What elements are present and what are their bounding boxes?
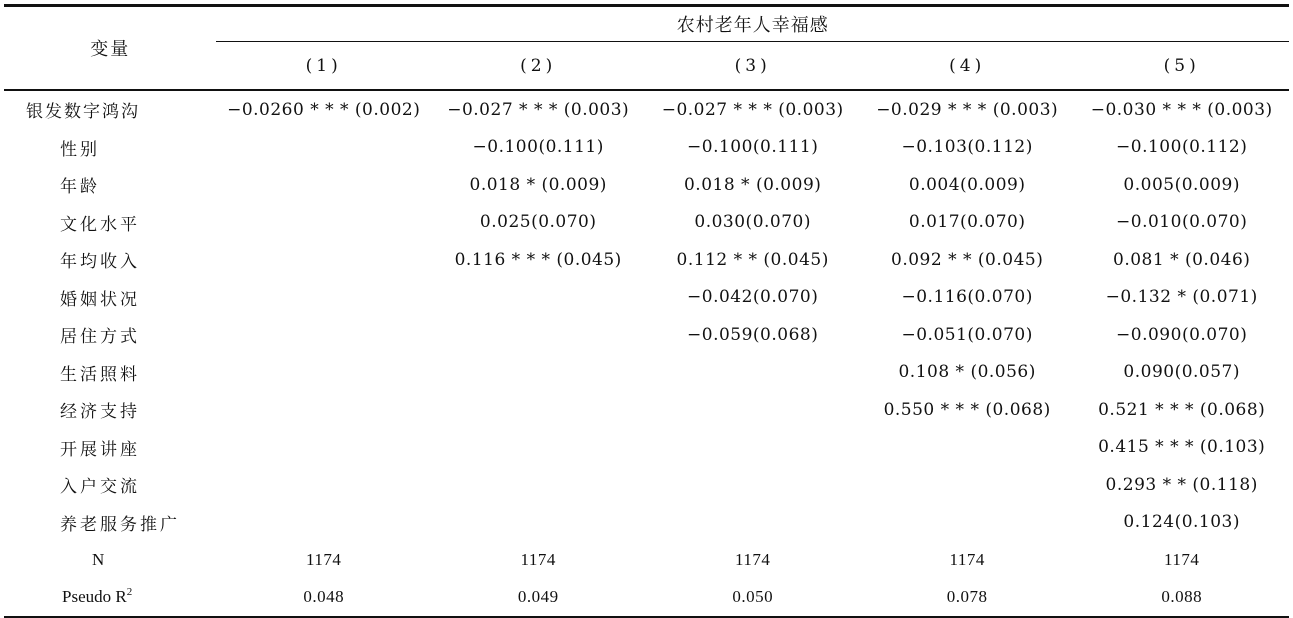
row-label: 年均收入 [60, 252, 140, 273]
table-cell [216, 279, 430, 317]
regression-table [4, 4, 1289, 618]
table-cell: −0.100(0.111) [687, 137, 819, 158]
table-cell: 0.415 * * * (0.103) [1098, 437, 1266, 458]
table-cell [216, 429, 430, 467]
table-cell [216, 466, 430, 504]
table-cell: 0.005(0.009) [1123, 174, 1241, 195]
table-cell: 0.030(0.070) [694, 212, 811, 233]
table-row [4, 166, 1289, 204]
table-cell: −0.027 * * * (0.003) [447, 99, 630, 120]
row-label: 性别 [60, 139, 100, 160]
table-cell: −0.0260 * * * (0.002) [227, 99, 421, 120]
table-cell [431, 466, 645, 504]
stat-label-n: N [92, 549, 105, 569]
table-row [4, 279, 1289, 317]
table-row [4, 316, 1289, 354]
table-cell [216, 354, 430, 392]
table-cell [645, 504, 859, 542]
stat-cell: 1174 [306, 549, 342, 569]
row-label: 生活照料 [60, 364, 140, 385]
stat-cell: 0.050 [645, 579, 859, 618]
stat-cell: 0.078 [860, 579, 1074, 618]
table-cell [645, 429, 859, 467]
table-cell: −0.030 * * * (0.003) [1090, 99, 1273, 120]
stat-cell: 0.049 [431, 579, 645, 618]
table-row [4, 504, 1289, 542]
row-label: 居住方式 [60, 327, 140, 348]
table-cell [431, 429, 645, 467]
table-cell: −0.051(0.070) [901, 324, 1033, 345]
dependent-variable-header: 农村老年人幸福感 [216, 6, 1289, 42]
table-cell: 0.004(0.009) [908, 174, 1026, 195]
table-row [4, 241, 1289, 279]
row-label: 银发数字鸿沟 [26, 102, 140, 123]
table-cell [860, 429, 1074, 467]
table-cell [645, 391, 859, 429]
table-cell [216, 504, 430, 542]
stat-cell: 0.048 [216, 579, 430, 618]
table-body [4, 90, 1289, 617]
table-cell: 0.017(0.070) [908, 212, 1026, 233]
table-row [4, 354, 1289, 392]
table-cell [216, 241, 430, 279]
table-cell: 0.018 * (0.009) [469, 174, 607, 195]
table-cell: −0.116(0.070) [901, 287, 1033, 308]
table-cell: −0.100(0.112) [1116, 137, 1248, 158]
table-cell: −0.090(0.070) [1116, 324, 1248, 345]
stat-cell: 1174 [1164, 549, 1200, 569]
stat-row-pseudo-r2 [4, 579, 1289, 618]
table-row [4, 466, 1289, 504]
table-row [4, 90, 1289, 129]
model-header-3: (3) [645, 42, 859, 90]
stat-cell: 1174 [520, 549, 556, 569]
pseudo-r-text: Pseudo R [62, 587, 127, 607]
table-header [4, 6, 1289, 91]
row-label: 入户交流 [60, 477, 140, 498]
model-header-2: (2) [431, 42, 645, 90]
header-row-top [4, 6, 1289, 42]
table-cell: −0.059(0.068) [687, 324, 819, 345]
row-label: 年龄 [60, 177, 100, 198]
model-header-1: (1) [216, 42, 430, 90]
table-cell: −0.132 * (0.071) [1105, 287, 1258, 308]
table-cell: −0.042(0.070) [687, 287, 819, 308]
regression-table-container [4, 0, 1289, 618]
row-label: 经济支持 [60, 402, 140, 423]
table-cell: 0.293 * * (0.118) [1105, 474, 1258, 495]
table-cell: −0.029 * * * (0.003) [876, 99, 1059, 120]
table-cell [860, 466, 1074, 504]
table-cell [860, 504, 1074, 542]
table-cell: −0.100(0.111) [472, 137, 604, 158]
table-cell [216, 316, 430, 354]
model-header-5: (5) [1074, 42, 1289, 90]
table-row [4, 129, 1289, 167]
table-cell [431, 316, 645, 354]
row-label: 开展讲座 [60, 439, 140, 460]
table-row [4, 429, 1289, 467]
table-cell [216, 129, 430, 167]
table-cell: 0.108 * (0.056) [898, 362, 1036, 383]
table-cell: −0.010(0.070) [1116, 212, 1248, 233]
row-label: 文化水平 [60, 214, 140, 235]
table-cell: 0.025(0.070) [479, 212, 597, 233]
table-row [4, 391, 1289, 429]
row-label: 婚姻状况 [60, 289, 140, 310]
table-cell: 0.116 * * * (0.045) [454, 249, 622, 270]
stat-cell: 0.088 [1074, 579, 1289, 618]
pseudo-r-superscript: 2 [126, 586, 133, 599]
table-cell [431, 354, 645, 392]
table-cell: 0.550 * * * (0.068) [883, 399, 1051, 420]
table-cell [216, 204, 430, 242]
stat-cell: 1174 [949, 549, 985, 569]
table-cell: 0.112 * * (0.045) [676, 249, 829, 270]
table-cell: 0.018 * (0.009) [683, 174, 822, 195]
stat-row-n [4, 541, 1289, 579]
table-cell [431, 391, 645, 429]
table-row [4, 204, 1289, 242]
table-cell [645, 466, 859, 504]
stat-label-pseudo-r2 [4, 579, 216, 618]
row-label: 养老服务推广 [60, 514, 180, 535]
table-cell: −0.103(0.112) [901, 137, 1033, 158]
table-cell: 0.081 * (0.046) [1113, 249, 1251, 270]
table-cell: 0.092 * * (0.045) [891, 249, 1044, 270]
stat-cell: 1174 [735, 549, 771, 569]
variable-column-header: 变量 [4, 6, 216, 91]
model-header-4: (4) [860, 42, 1074, 90]
table-cell [431, 504, 645, 542]
table-cell: 0.521 * * * (0.068) [1098, 399, 1266, 420]
table-cell: 0.124(0.103) [1123, 512, 1241, 533]
table-cell [216, 391, 430, 429]
table-cell [645, 354, 859, 392]
table-cell [431, 279, 645, 317]
table-cell [216, 166, 430, 204]
table-cell: −0.027 * * * (0.003) [661, 99, 844, 120]
table-cell: 0.090(0.057) [1123, 362, 1241, 383]
